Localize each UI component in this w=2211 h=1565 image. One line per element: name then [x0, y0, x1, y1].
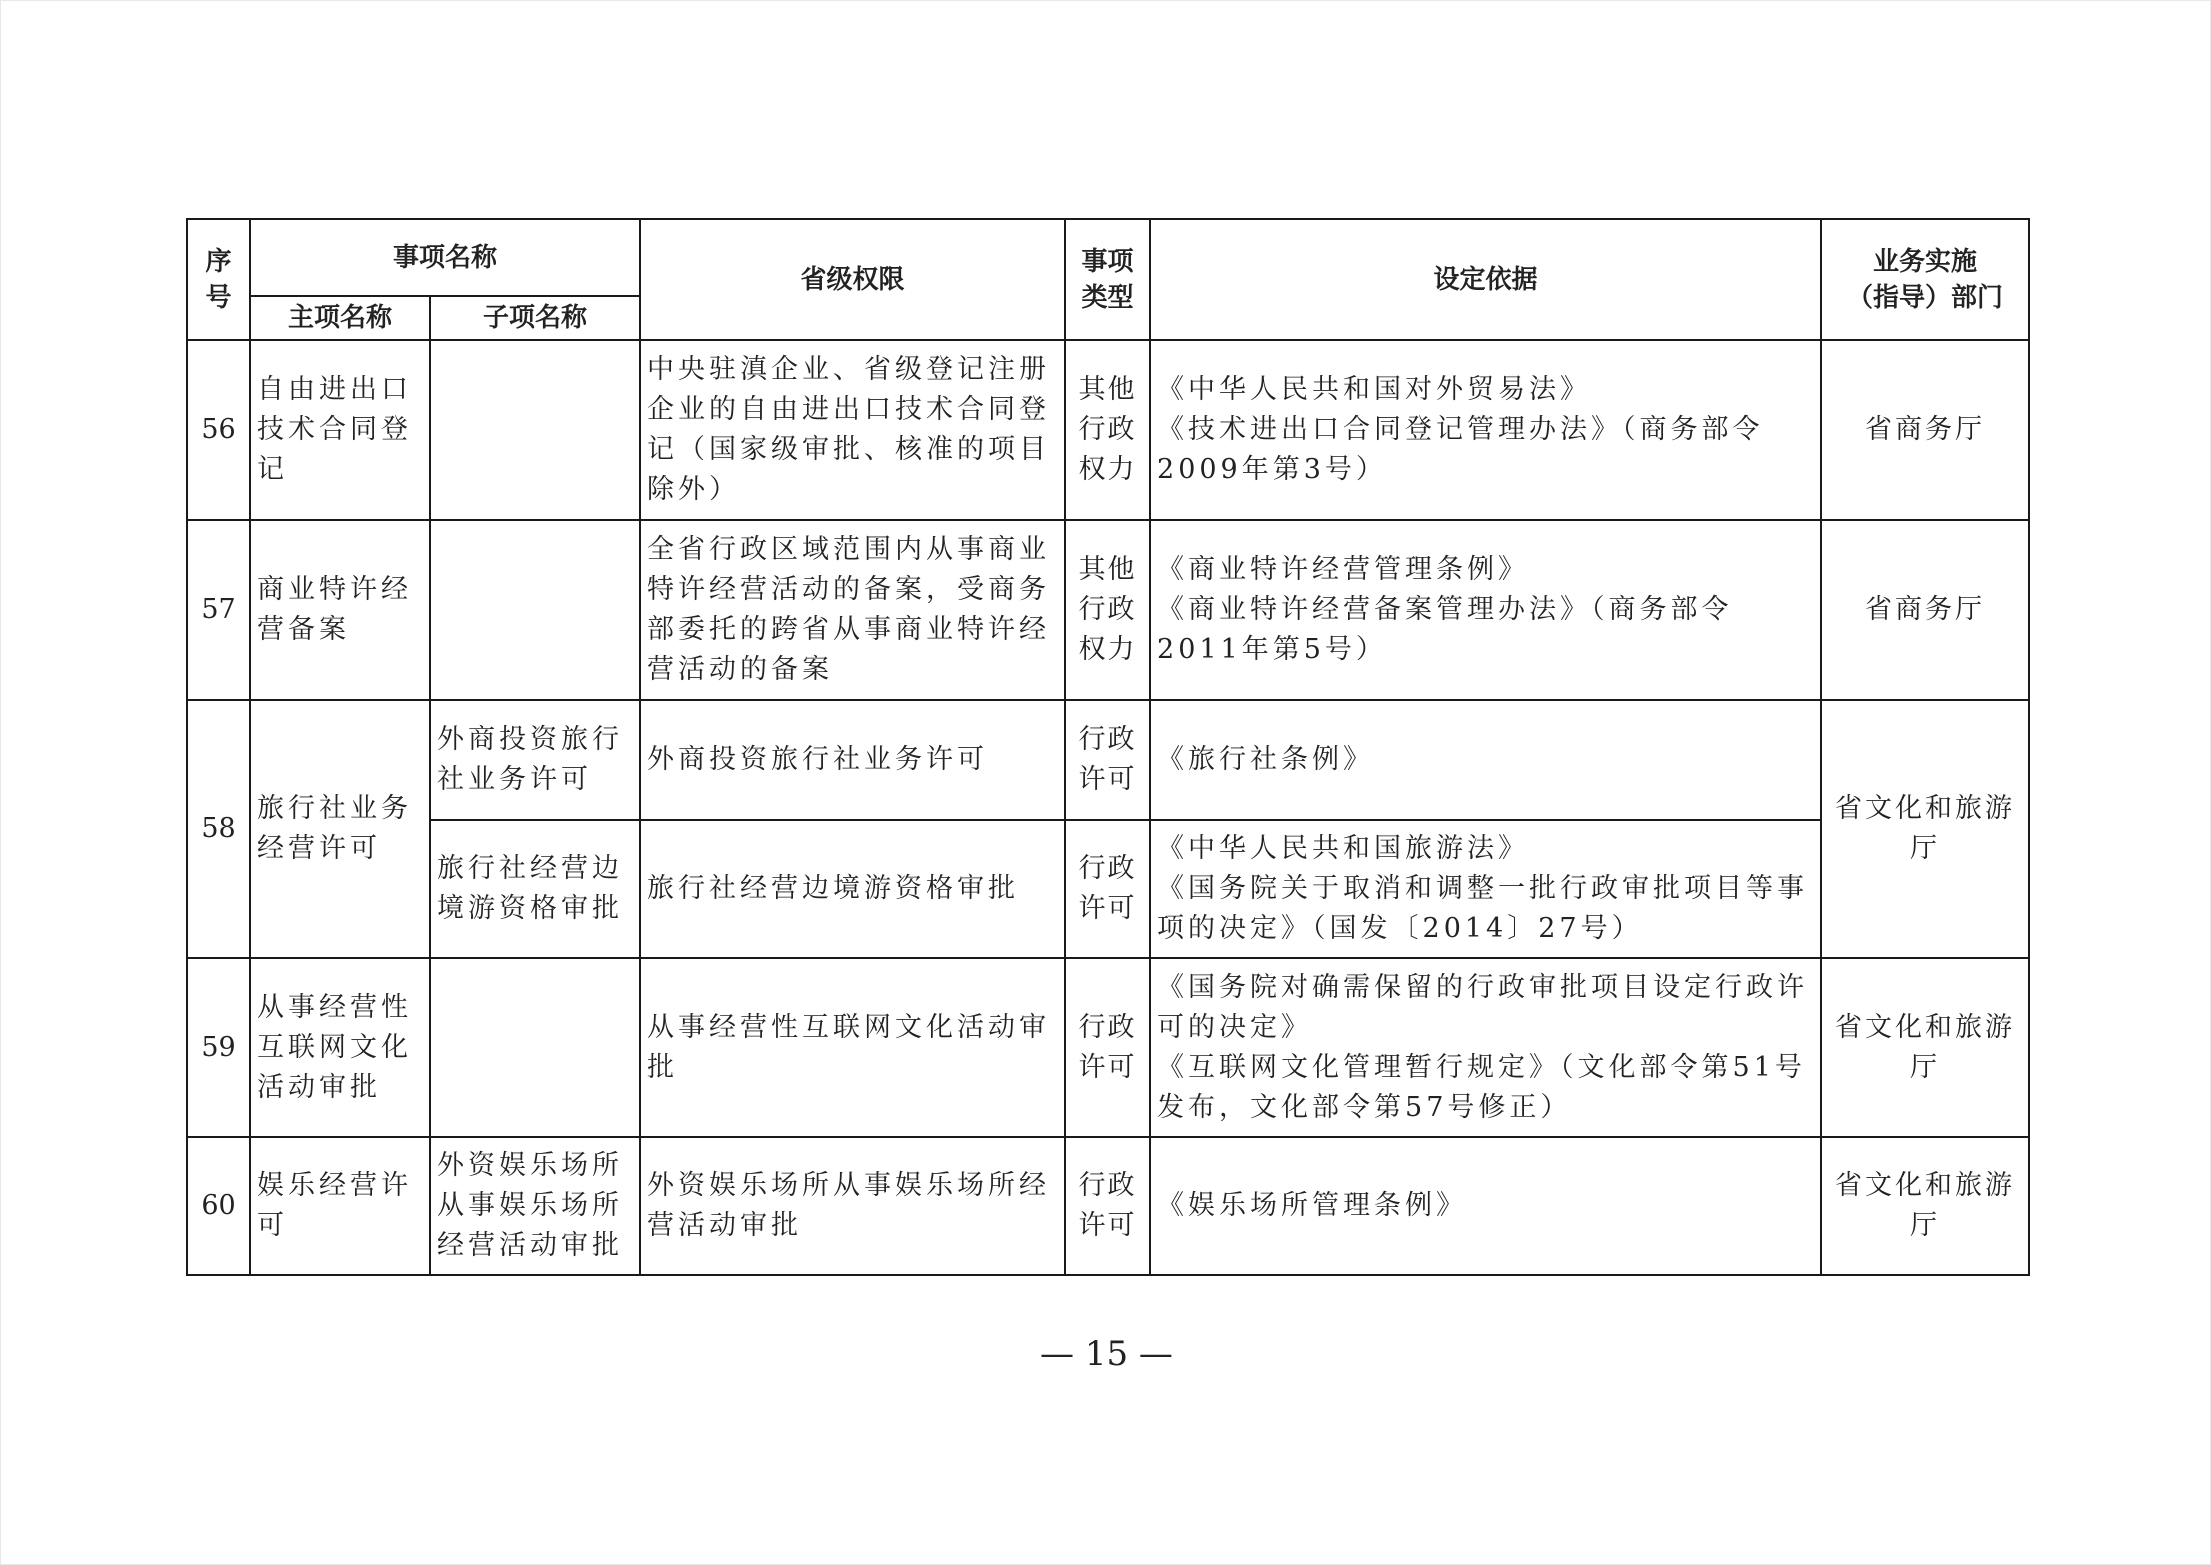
header-department-line-2: （指导）部门: [1847, 282, 2004, 313]
table-row: [187, 520, 2029, 700]
row-sub-item: 外商投资旅行社业务许可: [430, 700, 640, 820]
row-seq: 57: [187, 520, 250, 700]
row-main-item: 娱乐经营许可: [250, 1137, 430, 1275]
row-authority: 中央驻滇企业、省级登记注册企业的自由进出口技术合同登记（国家级审批、核准的项目除外）: [640, 340, 1065, 520]
row-authority: 外商投资旅行社业务许可: [640, 700, 1065, 820]
row-authority: 从事经营性互联网文化活动审批: [640, 958, 1065, 1137]
row-type: 行政许可: [1065, 820, 1150, 958]
row-basis: [1150, 520, 1821, 700]
basis-line: 《中华人民共和国对外贸易法》: [1157, 374, 1592, 405]
header-authority: 省级权限: [640, 219, 1065, 340]
row-department: 省文化和旅游厅: [1821, 1137, 2029, 1275]
row-main-item: 从事经营性互联网文化活动审批: [250, 958, 430, 1137]
row-type: 行政许可: [1065, 700, 1150, 820]
header-department: [1821, 219, 2029, 340]
row-basis: [1150, 700, 1821, 820]
row-authority: 全省行政区域范围内从事商业特许经营活动的备案，受商务部委托的跨省从事商业特许经营活动的备案: [640, 520, 1065, 700]
row-sub-item: 旅行社经营边境游资格审批: [430, 820, 640, 958]
basis-line: 《商业特许经营备案管理办法》（商务部令2011年第5号）: [1157, 594, 1733, 665]
row-authority: 旅行社经营边境游资格审批: [640, 820, 1065, 958]
row-type: 行政许可: [1065, 958, 1150, 1137]
table-row: [187, 1137, 2029, 1275]
row-type: 其他行政权力: [1065, 520, 1150, 700]
row-basis: [1150, 1137, 1821, 1275]
basis-line: 《娱乐场所管理条例》: [1157, 1190, 1468, 1221]
page-number: — 15 —: [1040, 1334, 1173, 1374]
header-sub-item: 子项名称: [430, 296, 640, 340]
table-row: [187, 340, 2029, 520]
basis-line: 《国务院对确需保留的行政审批项目设定行政许可的决定》: [1157, 971, 1809, 1043]
permissions-table: [186, 218, 2030, 1276]
table-row: [187, 958, 2029, 1137]
row-main-item: 旅行社业务经营许可: [250, 700, 430, 958]
row-department: 省商务厅: [1821, 520, 2029, 700]
row-main-item: 商业特许经营备案: [250, 520, 430, 700]
basis-line: 《技术进出口合同登记管理办法》（商务部令2009年第3号）: [1157, 414, 1764, 485]
row-sub-item: 外资娱乐场所从事娱乐场所经营活动审批: [430, 1137, 640, 1275]
row-seq: 59: [187, 958, 250, 1137]
header-item-name: 事项名称: [250, 219, 640, 296]
basis-line: 《国务院关于取消和调整一批行政审批项目等事项的决定》（国发〔2014〕27号）: [1157, 873, 1809, 944]
header-department-line-1: 业务实施: [1873, 246, 1978, 277]
row-sub-item: [430, 340, 640, 520]
row-seq: 56: [187, 340, 250, 520]
row-basis: [1150, 340, 1821, 520]
basis-line: 《商业特许经营管理条例》: [1157, 554, 1530, 585]
table-row: [187, 700, 2029, 820]
row-main-item: 自由进出口技术合同登记: [250, 340, 430, 520]
row-seq: 58: [187, 700, 250, 958]
row-basis: [1150, 958, 1821, 1137]
row-department: 省文化和旅游厅: [1821, 958, 2029, 1137]
row-type: 其他行政权力: [1065, 340, 1150, 520]
header-row: [187, 219, 2029, 296]
row-authority: 外资娱乐场所从事娱乐场所经营活动审批: [640, 1137, 1065, 1275]
table-row: [187, 820, 2029, 958]
basis-line: 《中华人民共和国旅游法》: [1157, 833, 1530, 864]
row-sub-item: [430, 958, 640, 1137]
header-type: 事项类型: [1065, 219, 1150, 340]
header-main-item: 主项名称: [250, 296, 430, 340]
row-department: 省文化和旅游厅: [1821, 700, 2029, 958]
row-department: 省商务厅: [1821, 340, 2029, 520]
row-sub-item: [430, 520, 640, 700]
row-basis: [1150, 820, 1821, 958]
basis-line: 《互联网文化管理暂行规定》（文化部令第51号发布，文化部令第57号修正）: [1157, 1051, 1806, 1123]
basis-line: 《旅行社条例》: [1157, 744, 1375, 775]
row-type: 行政许可: [1065, 1137, 1150, 1275]
row-seq: 60: [187, 1137, 250, 1275]
header-seq: 序号: [187, 219, 250, 340]
header-basis: 设定依据: [1150, 219, 1821, 340]
